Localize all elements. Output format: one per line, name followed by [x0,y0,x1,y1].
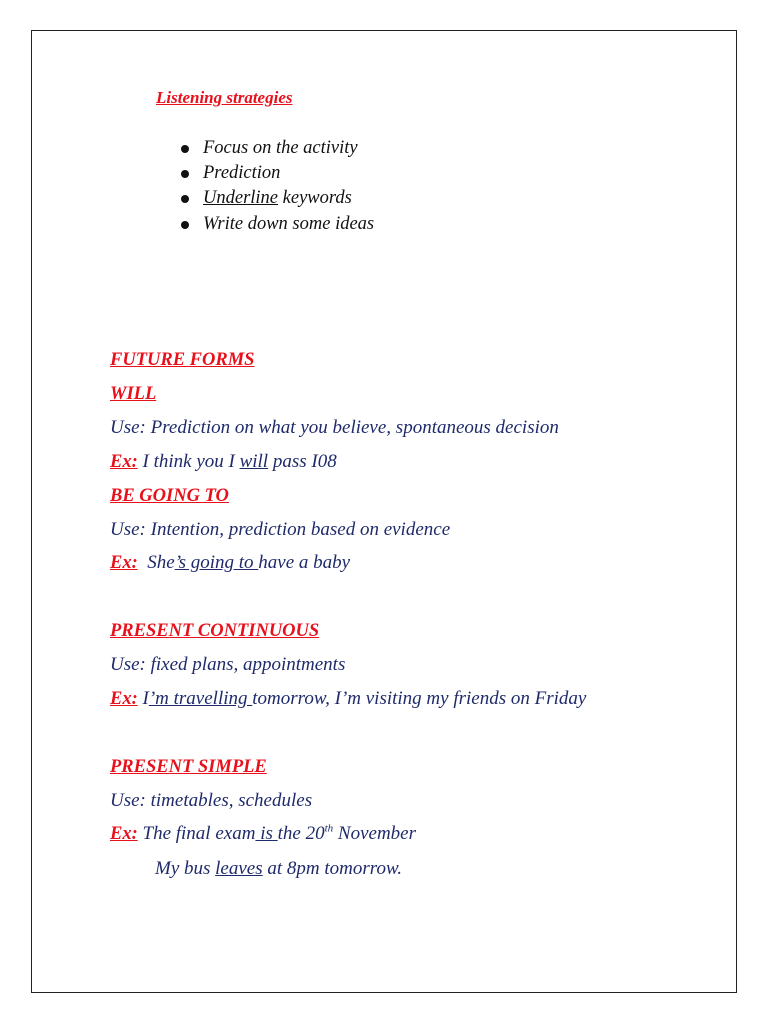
will-example [110,451,337,473]
bullet-icon [181,221,189,229]
page-border [31,30,737,993]
present-simple-example [110,823,416,845]
going-to-example [110,552,350,574]
example-text: I think you I [137,451,240,472]
present-continuous-heading: PRESENT CONTINUOUS [110,621,320,641]
bullet-text: Prediction [203,163,281,183]
present-continuous-use-text: Use: fixed plans, appointments [110,654,346,675]
bullet-icon [181,170,189,178]
future-forms-heading: FUTURE FORMS [110,350,255,370]
listening-bullet-item [203,213,374,235]
example-underlined: ’m travelling [148,688,253,709]
example-text: The final exam [137,823,256,844]
listening-bullet-item [203,187,352,209]
present-simple-example-2 [155,858,402,880]
bullet-icon [181,145,189,153]
bullet-icon [181,195,189,203]
example-text: at 8pm tomorrow. [262,858,402,879]
listening-bullet-item [203,162,280,184]
present-simple-heading: PRESENT SIMPLE [110,757,267,777]
present-continuous-example [110,688,586,710]
example-text: She [137,552,175,573]
example-text: have a baby [258,552,351,573]
bullet-underlined-text: Underline [203,188,279,208]
will-use-text: Use: Prediction on what you believe, spontaneous decision [110,417,559,438]
example-text: I [137,688,149,709]
present-simple-use-text: Use: timetables, schedules [110,790,313,811]
bullet-text: Focus on the activity [203,138,358,158]
will-heading: WILL [110,384,157,404]
example-text: My bus [155,858,216,879]
example-text: the 20 [277,823,325,844]
going-to-heading: BE GOING TO [110,486,229,506]
example-underlined: will [239,451,269,472]
bullet-text: keywords [278,188,352,208]
example-text: pass I08 [268,451,337,472]
example-underlined: ’s going to [174,552,259,573]
example-text: tomorrow, I’m visiting my friends on Friday [252,688,587,709]
example-underlined: leaves [215,858,263,879]
example-label: Ex: [110,824,138,844]
listening-title: Listening strategies [156,88,293,107]
example-label: Ex: [110,689,138,709]
going-to-use-text: Use: Intention, prediction based on evidence [110,519,451,540]
example-label: Ex: [110,553,138,573]
example-superscript: th [324,822,334,835]
bullet-text: Write down some ideas [203,214,375,234]
example-underlined: is [255,823,278,844]
listening-bullet-item [203,137,358,159]
example-label: Ex: [110,452,138,472]
example-text: November [333,823,416,844]
